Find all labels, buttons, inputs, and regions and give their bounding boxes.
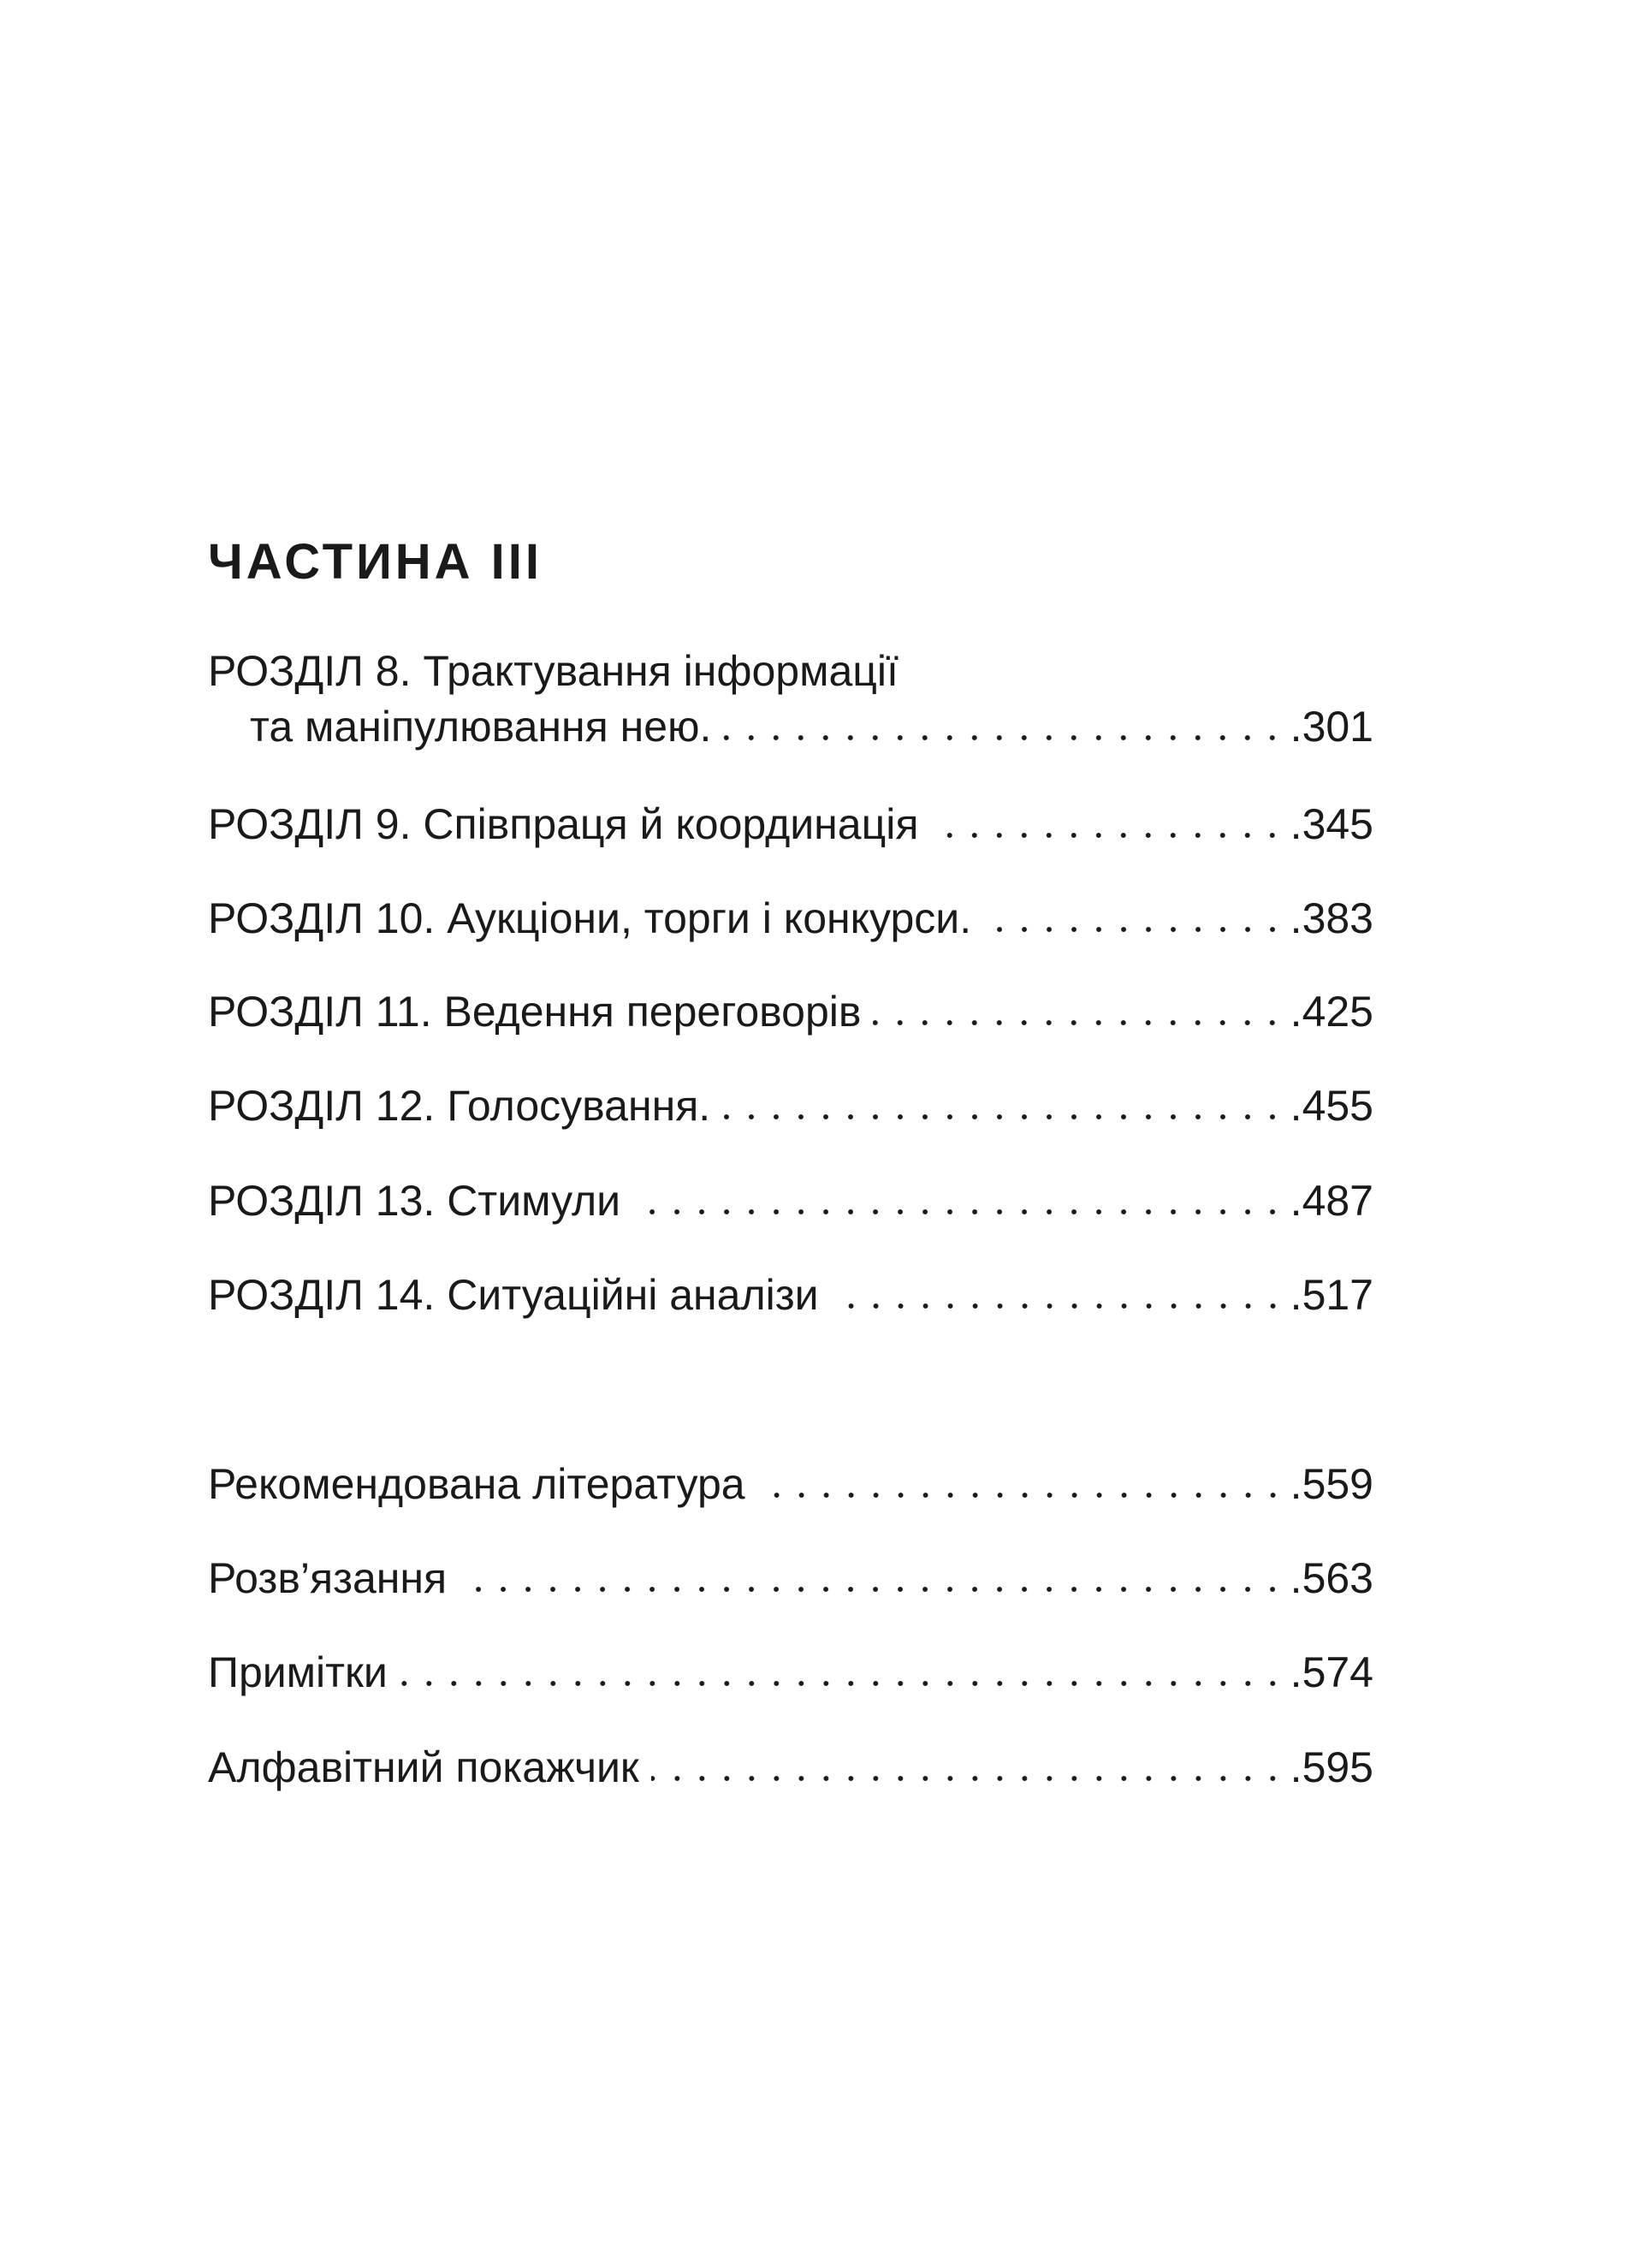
page-number: .517 (1290, 1271, 1373, 1319)
entry-title: РОЗДІЛ 13. Стимули (208, 1177, 621, 1225)
toc-entry-chapter-8-line1: РОЗДІЛ 8. Трактування інформації (208, 647, 899, 695)
dot-leader (930, 832, 1284, 839)
page-number: .595 (1290, 1743, 1373, 1791)
dot-leader (757, 1492, 1285, 1499)
toc-entry-chapter-11[interactable] (208, 986, 1373, 1037)
toc-entry-chapter-12[interactable] (208, 1080, 1373, 1131)
dot-leader (632, 1208, 1285, 1215)
toc-entry-chapter-8[interactable] (250, 701, 1373, 752)
entry-title: РОЗДІЛ 9. Співпраця й координація (208, 800, 919, 848)
dot-leader (459, 1586, 1285, 1593)
dot-leader (983, 926, 1285, 933)
toc-entry-chapter-13[interactable] (208, 1175, 1373, 1226)
page-number: .487 (1290, 1177, 1373, 1225)
page-number: .383 (1290, 894, 1373, 942)
dot-leader (831, 1303, 1285, 1309)
dot-leader (723, 734, 1284, 741)
page-number: .455 (1290, 1082, 1373, 1130)
toc-entry-index[interactable] (208, 1742, 1373, 1793)
entry-title: Алфавітний покажчик (208, 1743, 639, 1791)
page-number: .559 (1290, 1460, 1373, 1508)
toc-entry-notes[interactable] (208, 1647, 1373, 1698)
toc-entry-chapter-14[interactable] (208, 1269, 1373, 1321)
entry-title: Рекомендована література (208, 1460, 745, 1508)
page-number: .425 (1290, 988, 1373, 1036)
page-number: .301 (1290, 703, 1373, 751)
entry-title: РОЗДІЛ 14. Ситуаційні аналізи (208, 1271, 819, 1319)
toc-entry-solutions[interactable] (208, 1553, 1373, 1604)
entry-title: Розв’язання (208, 1554, 448, 1602)
toc-entry-chapter-10[interactable] (208, 893, 1373, 944)
entry-title: РОЗДІЛ 11. Ведення переговорів (208, 988, 862, 1036)
dot-leader (651, 1775, 1285, 1782)
page-number: .345 (1290, 800, 1373, 848)
page-number: .574 (1290, 1648, 1373, 1696)
page-number: .563 (1290, 1554, 1373, 1602)
dot-leader (400, 1680, 1285, 1687)
part-heading: ЧАСТИНА III (208, 534, 543, 590)
dot-leader (722, 1113, 1284, 1120)
dot-leader (873, 1019, 1284, 1026)
entry-title: РОЗДІЛ 10. Аукціони, торги і конкурси. (208, 894, 972, 942)
entry-title: РОЗДІЛ 12. Голосування. (208, 1082, 711, 1130)
toc-entry-chapter-9[interactable] (208, 799, 1373, 850)
entry-title: Примітки (208, 1648, 388, 1696)
entry-title: та маніпулювання нею. (250, 703, 712, 751)
toc-entry-recommended-literature[interactable] (208, 1458, 1373, 1510)
